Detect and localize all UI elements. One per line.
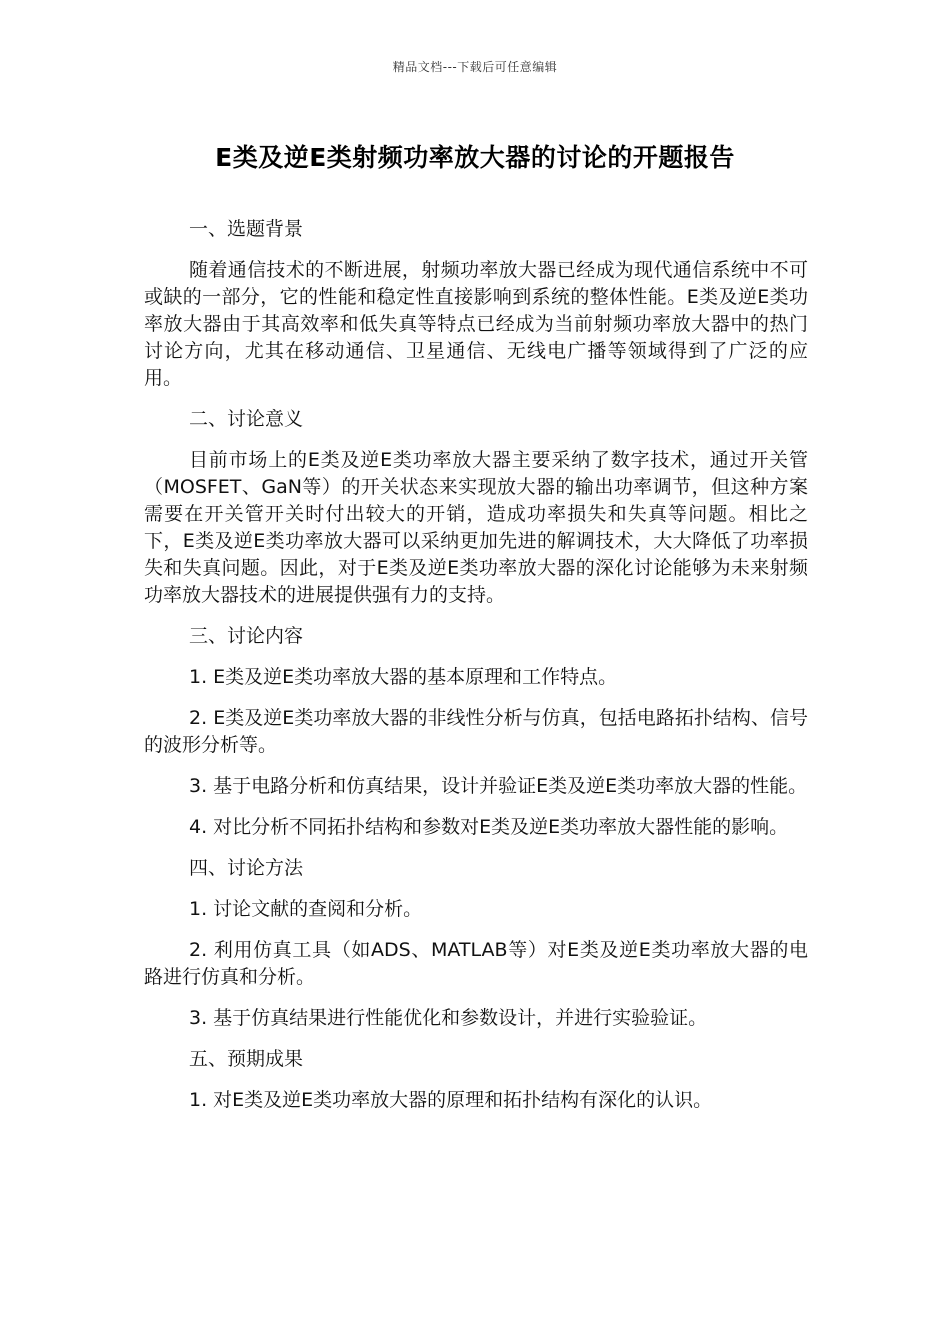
- content-item-1: 1. E类及逆E类功率放大器的基本原理和工作特点。: [189, 666, 618, 688]
- content-item-4: 4. 对比分析不同拓扑结构和参数对E类及逆E类功率放大器性能的影响。: [189, 816, 789, 838]
- outcome-item-1: 1. 对E类及逆E类功率放大器的原理和拓扑结构有深化的认识。: [189, 1089, 713, 1111]
- content-item-3: 3. 基于电路分析和仿真结果，设计并验证E类及逆E类功率放大器的性能。: [189, 775, 808, 797]
- method-item-3: 3. 基于仿真结果进行性能优化和参数设计，并进行实验验证。: [189, 1007, 708, 1029]
- section-heading-content: 三、讨论内容: [189, 625, 304, 647]
- method-item-2: 2. 利用仿真工具（如ADS、MATLAB等）对E类及逆E类功率放大器的电路进行仿真和分析。: [144, 939, 808, 988]
- document-body: [144, 216, 808, 1128]
- method-item-1: 1. 讨论文献的查阅和分析。: [189, 898, 423, 920]
- content-item-2: 2. E类及逆E类功率放大器的非线性分析与仿真，包括电路拓扑结构、信号的波形分析等。: [144, 707, 808, 756]
- page-header-note: 精品文档---下载后可任意编辑: [392, 60, 558, 74]
- section-heading-significance: 二、讨论意义: [189, 408, 304, 430]
- section-heading-background: 一、选题背景: [189, 218, 304, 240]
- section-heading-outcomes: 五、预期成果: [189, 1048, 304, 1070]
- document-title: E类及逆E类射频功率放大器的讨论的开题报告: [215, 143, 735, 172]
- section-heading-methods: 四、讨论方法: [189, 857, 304, 879]
- paragraph-significance: 目前市场上的E类及逆E类功率放大器主要采纳了数字技术，通过开关管（MOSFET、GaN等）的开关状态来实现放大器的输出功率调节，但这种方案需要在开关管开关时付出较大的开销，造成功率损失和失真等问题。相比之下，E类及逆E类功率放大器可以采纳更加先进的解调技术，大大降低了功率损失和失真问题。因此，对于E类及逆E类功率放大器的深化讨论能够为未来射频功率放大器技术的进展提供强有力的支持。: [144, 449, 808, 606]
- paragraph-background: 随着通信技术的不断进展，射频功率放大器已经成为现代通信系统中不可或缺的一部分，它的性能和稳定性直接影响到系统的整体性能。E类及逆E类功率放大器由于其高效率和低失真等特点已经成为当前射频功率放大器中的热门讨论方向，尤其在移动通信、卫星通信、无线电广播等领域得到了广泛的应用。: [144, 259, 808, 389]
